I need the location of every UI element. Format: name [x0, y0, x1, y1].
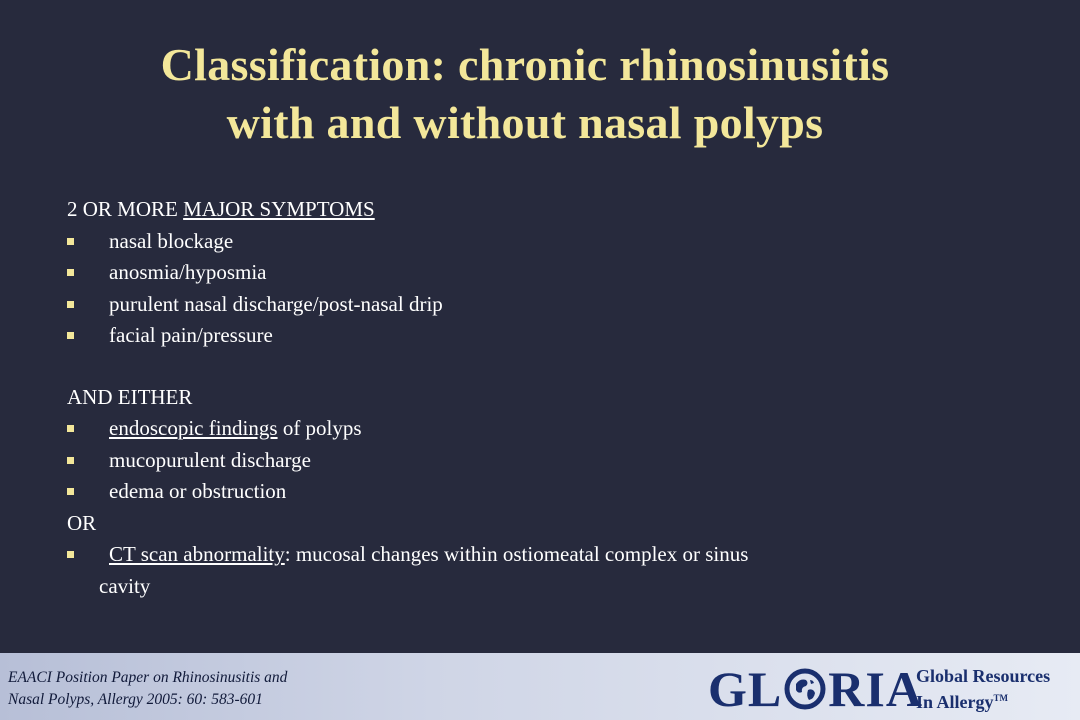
or-heading: OR — [67, 510, 97, 535]
square-bullet-icon — [67, 425, 74, 432]
globe-icon — [784, 668, 826, 710]
square-bullet-icon — [67, 238, 74, 245]
and-either-heading: AND EITHER — [67, 384, 193, 409]
square-bullet-icon — [67, 551, 74, 558]
list-item: mucopurulent discharge — [67, 445, 967, 477]
list-item: CT scan abnormality: mucosal changes within ostiomeatal complex or sinus — [67, 539, 967, 571]
list-item: nasal blockage — [67, 226, 967, 258]
list-item: purulent nasal discharge/post-nasal drip — [67, 289, 967, 321]
logo-tagline: Global Resources In Allergy™ — [916, 666, 1051, 712]
citation-line-2: Nasal Polyps, Allergy 2005: 60: 583-601 — [8, 691, 263, 708]
list-item-continuation: cavity — [99, 573, 151, 598]
title-line-2: with and without nasal polyps — [226, 97, 824, 148]
list-item: endoscopic findings of polyps — [67, 413, 967, 445]
square-bullet-icon — [67, 301, 74, 308]
list-item: anosmia/hyposmia — [67, 257, 967, 289]
major-symptoms-label: MAJOR SYMPTOMS — [183, 197, 375, 221]
spacer — [67, 352, 967, 382]
gloria-logo — [708, 661, 1068, 715]
citation-line-1: EAACI Position Paper on Rhinosinusitis and — [8, 669, 288, 686]
citation — [8, 667, 287, 711]
slide-title — [0, 36, 1050, 152]
trademark: TM — [993, 693, 1009, 703]
list-item: facial pain/pressure — [67, 320, 967, 352]
ct-scan-label: CT scan abnormality — [109, 542, 285, 566]
footer-bar — [0, 653, 1080, 720]
title-line-1: Classification: chronic rhinosinusitis — [160, 39, 890, 90]
slide-body — [67, 194, 967, 602]
logo-wordmark: GL RIA — [708, 661, 923, 717]
square-bullet-icon — [67, 269, 74, 276]
square-bullet-icon — [67, 488, 74, 495]
list-item: edema or obstruction — [67, 476, 967, 508]
square-bullet-icon — [67, 457, 74, 464]
major-symptoms-intro: 2 OR MORE MAJOR SYMPTOMS — [67, 197, 375, 221]
square-bullet-icon — [67, 332, 74, 339]
endoscopic-findings-label: endoscopic findings — [109, 416, 278, 440]
